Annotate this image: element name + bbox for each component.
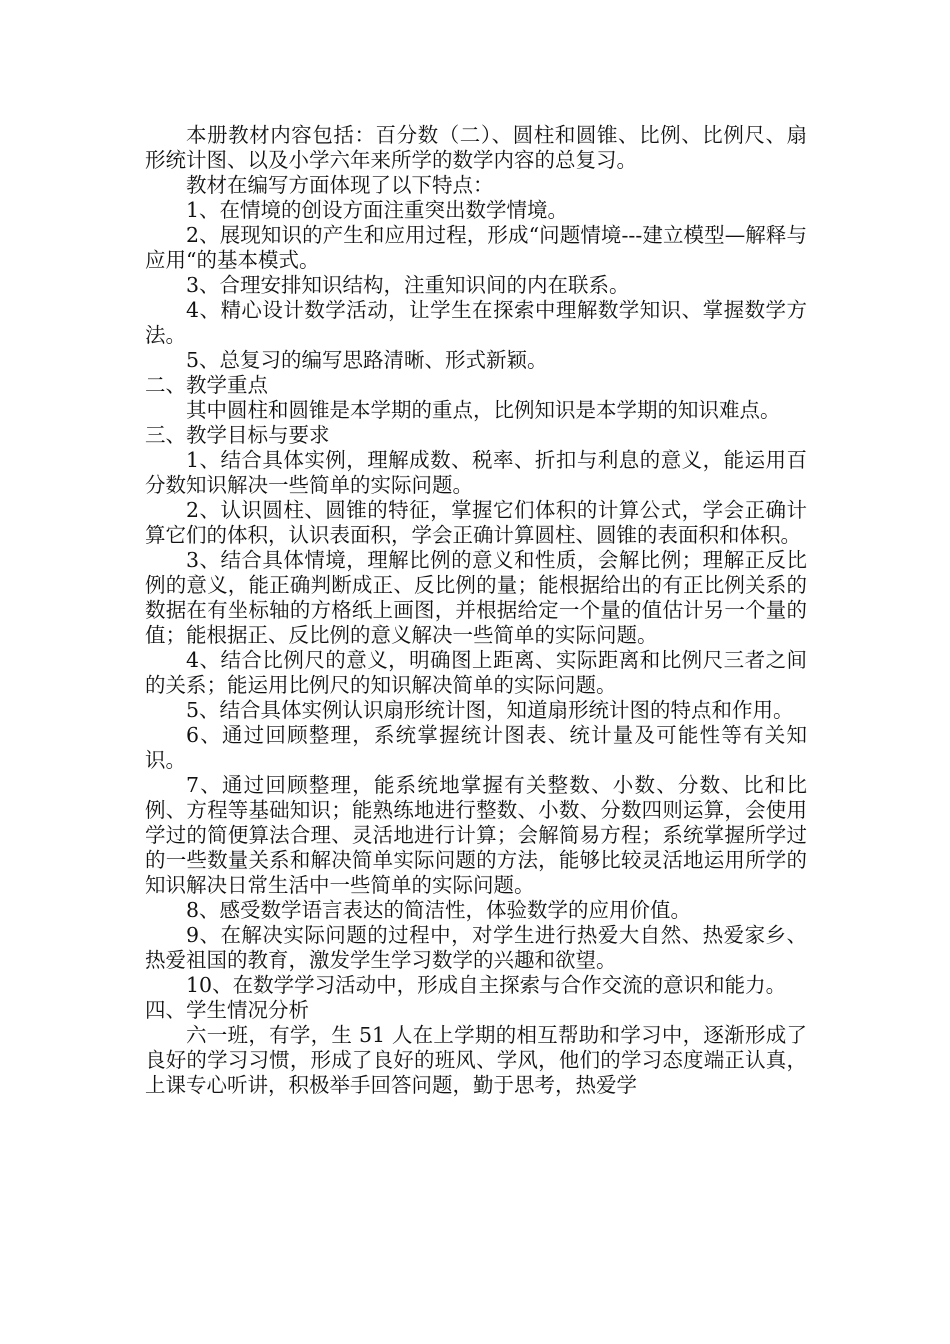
objective-item-3: 3、结合具体情境，理解比例的意义和性质，会解比例；理解正反比例的意义，能正确判断成正、反比例的量；能根据给出的有正比例关系的数据在有坐标轴的方格纸上画图，并根据给定一个量的值估计另一个量的值；能根据正、反比例的意义解决一些简单的实际问题。 [145, 548, 807, 647]
objective-item-5: 5、结合具体实例认识扇形统计图，知道扇形统计图的特点和作用。 [186, 698, 794, 722]
feature-item-4: 4、精心设计数学活动，让学生在探索中理解数学知识、掌握数学方法。 [145, 298, 807, 347]
objective-item-4: 4、结合比例尺的意义，明确图上距离、实际距离和比例尺三者之间的关系；能运用比例尺的知识解决简单的实际问题。 [145, 648, 807, 697]
objective-item-1: 1、结合具体实例，理解成数、税率、折扣与利息的意义，能运用百分数知识解决一些简单的实际问题。 [145, 448, 807, 497]
objective-item-6: 6、通过回顾整理，系统掌握统计图表、统计量及可能性等有关知识。 [145, 723, 807, 772]
objective-item-7: 7、通过回顾整理，能系统地掌握有关整数、小数、分数、比和比例、方程等基础知识；能熟练地进行整数、小数、分数四则运算，会使用学过的简便算法合理、灵活地进行计算；会解简易方程；系统掌握所学过的一些数量关系和解决简单实际问题的方法，能够比较灵活地运用所学的知识解决日常生活中一些简单的实际问题。 [145, 773, 807, 897]
paragraph-key-points: 其中圆柱和圆锥是本学期的重点，比例知识是本学期的知识难点。 [186, 398, 781, 422]
document-body [145, 123, 807, 1098]
feature-item-3: 3、合理安排知识结构，注重知识间的内在联系。 [186, 273, 630, 297]
feature-item-2: 2、展现知识的产生和应用过程，形成“问题情境---建立模型—解释与应用“的基本模式。 [145, 223, 807, 272]
paragraph-student-analysis: 六一班，有学，生 51 人在上学期的相互帮助和学习中，逐渐形成了良好的学习习惯，形成了良好的班风、学风，他们的学习态度端正认真，上课专心听讲，积极举手回答问题，勤于思考，热爱学 [145, 1023, 807, 1097]
objective-item-2: 2、认识圆柱、圆锥的特征，掌握它们体积的计算公式，学会正确计算它们的体积，认识表面积，学会正确计算圆柱、圆锥的表面积和体积。 [145, 498, 807, 547]
objective-item-8: 8、感受数学语言表达的简洁性，体验数学的应用价值。 [186, 898, 692, 922]
paragraph-features-intro: 教材在编写方面体现了以下特点： [186, 173, 494, 197]
objective-item-9: 9、在解决实际问题的过程中，对学生进行热爱大自然、热爱家乡、热爱祖国的教育，激发学生学习数学的兴趣和欲望。 [145, 923, 807, 972]
objective-item-10: 10、在数学学习活动中，形成自主探索与合作交流的意识和能力。 [186, 973, 787, 997]
paragraph-contents: 本册教材内容包括：百分数（二）、圆柱和圆锥、比例、比例尺、扇形统计图、以及小学六年来所学的数学内容的总复习。 [145, 123, 807, 172]
section-heading-key-points: 二、教学重点 [145, 373, 268, 397]
section-heading-objectives: 三、教学目标与要求 [145, 423, 330, 447]
feature-item-1: 1、在情境的创设方面注重突出数学情境。 [186, 198, 569, 222]
section-heading-student-analysis: 四、学生情况分析 [145, 998, 309, 1022]
feature-item-5: 5、总复习的编写思路清晰、形式新颖。 [186, 348, 548, 372]
